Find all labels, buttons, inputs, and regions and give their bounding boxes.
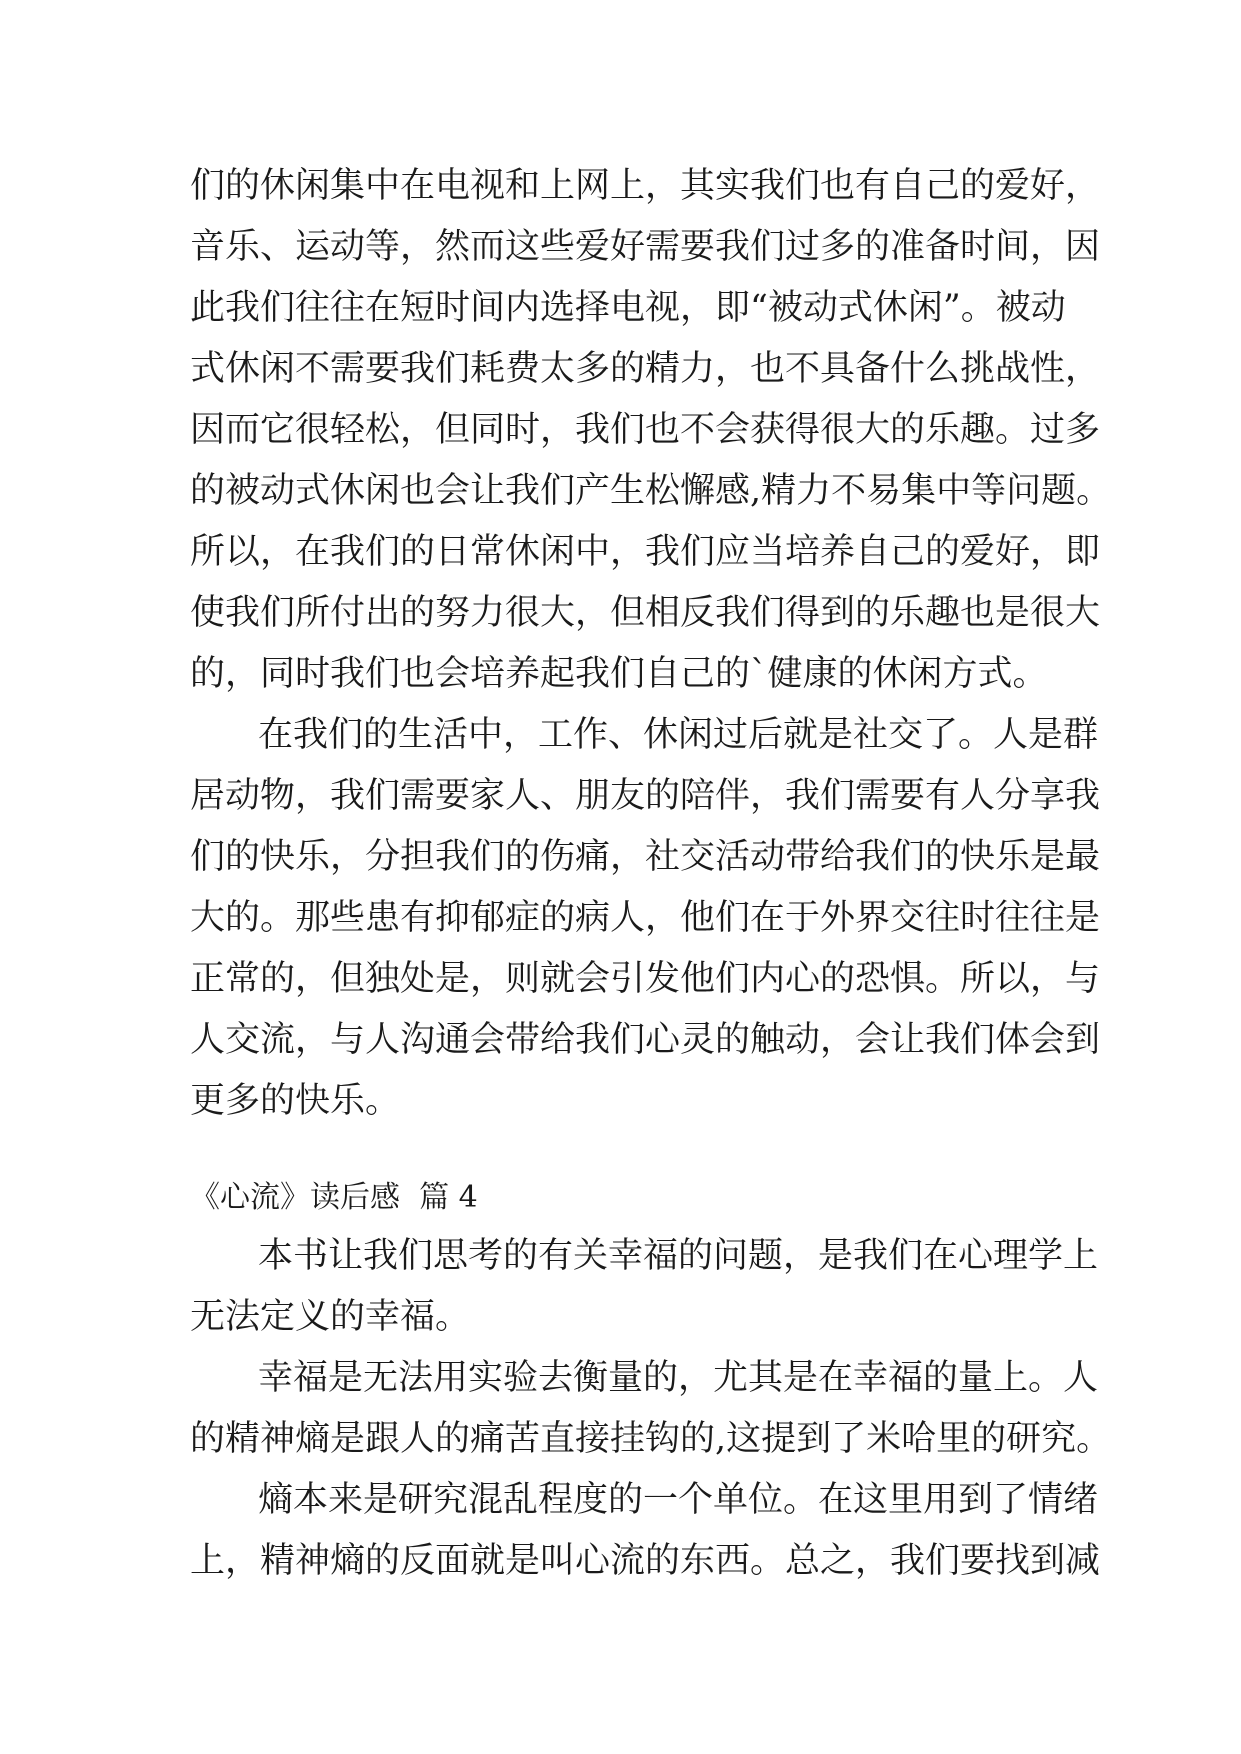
paragraph-line: 更多的快乐。 (190, 1081, 401, 1121)
paragraph-line: 在我们的生活中，工作、休闲过后就是社交了。人是群 (258, 715, 1099, 755)
paragraph-line: 所以，在我们的日常休闲中，我们应当培养自己的爱好，即 (190, 532, 1101, 572)
paragraph-line: 们的快乐，分担我们的伤痛，社交活动带给我们的快乐是最 (190, 837, 1101, 877)
section-heading: 《心流》读后感 篇 4 (190, 1180, 478, 1215)
paragraph-line: 的被动式休闲也会让我们产生松懈感,精力不易集中等问题。 (190, 471, 1112, 511)
paragraph-line: 上，精神熵的反面就是叫心流的东西。总之，我们要找到减 (190, 1541, 1101, 1581)
paragraph-line: 的，同时我们也会培养起我们自己的`健康的休闲方式。 (190, 654, 1048, 694)
paragraph-line: 音乐、运动等，然而这些爱好需要我们过多的准备时间，因 (190, 227, 1101, 267)
paragraph-line: 的精神熵是跟人的痛苦直接挂钩的,这提到了米哈里的研究。 (190, 1419, 1112, 1459)
paragraph-line: 式休闲不需要我们耗费太多的精力，也不具备什么挑战性， (190, 349, 1101, 389)
paragraph-line: 因而它很轻松，但同时，我们也不会获得很大的乐趣。过多 (190, 410, 1101, 450)
paragraph-line: 无法定义的幸福。 (190, 1297, 471, 1337)
paragraph-line: 幸福是无法用实验去衡量的，尤其是在幸福的量上。人 (258, 1358, 1099, 1398)
paragraph-line: 大的。那些患有抑郁症的病人，他们在于外界交往时往往是 (190, 898, 1101, 938)
paragraph-line: 本书让我们思考的有关幸福的问题，是我们在心理学上 (258, 1236, 1099, 1276)
paragraph-line: 熵本来是研究混乱程度的一个单位。在这里用到了情绪 (258, 1480, 1099, 1520)
paragraph-line: 使我们所付出的努力很大，但相反我们得到的乐趣也是很大 (190, 593, 1101, 633)
paragraph-line: 们的休闲集中在电视和上网上，其实我们也有自己的爱好， (190, 166, 1101, 206)
paragraph-line: 此我们往往在短时间内选择电视，即“被动式休闲”。被动 (190, 288, 1066, 328)
paragraph-line: 人交流，与人沟通会带给我们心灵的触动，会让我们体会到 (190, 1020, 1101, 1060)
paragraph-line: 居动物，我们需要家人、朋友的陪伴，我们需要有人分享我 (190, 776, 1101, 816)
paragraph-line: 正常的，但独处是，则就会引发他们内心的恐惧。所以，与 (190, 959, 1101, 999)
